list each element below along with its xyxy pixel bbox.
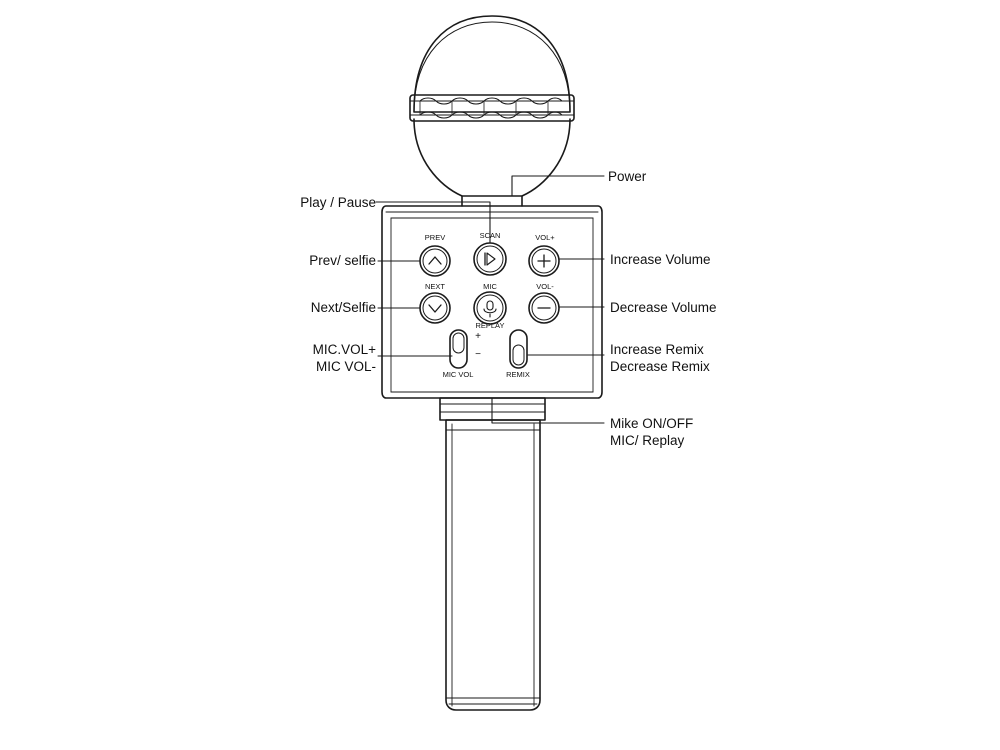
button-label-mic-vol: MIC VOL bbox=[442, 370, 474, 379]
button-mic-replay bbox=[474, 292, 506, 324]
callout-mic-replay: MIC/ Replay bbox=[610, 433, 685, 448]
callout-mic-vol-plus: MIC.VOL+ bbox=[312, 342, 376, 357]
slider-mic-vol bbox=[450, 330, 467, 368]
button-label-mic: MIC bbox=[483, 282, 497, 291]
button-prev-selfie bbox=[420, 246, 450, 276]
button-label-remix: REMIX bbox=[506, 370, 530, 379]
button-play-pause bbox=[474, 243, 506, 275]
mic-handle bbox=[446, 420, 540, 710]
callout-increase-remix: Increase Remix bbox=[610, 342, 704, 357]
leader-power bbox=[512, 176, 604, 196]
grille-band bbox=[410, 95, 574, 121]
callout-mic-vol-minus: MIC VOL- bbox=[315, 359, 376, 374]
callout-decrease-volume: Decrease Volume bbox=[610, 300, 717, 315]
callout-decrease-remix: Decrease Remix bbox=[610, 359, 710, 374]
button-volume-down bbox=[529, 293, 559, 323]
button-label-next: NEXT bbox=[424, 282, 445, 291]
mic-neck bbox=[414, 119, 570, 206]
callout-next-selfie: Next/Selfie bbox=[310, 300, 376, 315]
slider-minus-sign: − bbox=[475, 349, 481, 360]
button-label-vol-up: VOL+ bbox=[535, 233, 555, 242]
button-label-replay: REPLAY bbox=[475, 321, 505, 330]
callout-play-pause: Play / Pause bbox=[300, 195, 376, 210]
button-label-vol-down: VOL- bbox=[536, 282, 554, 291]
button-volume-up bbox=[529, 246, 559, 276]
button-label-scan: SCAN bbox=[479, 231, 501, 240]
callout-mike-on-off: Mike ON/OFF bbox=[610, 416, 694, 431]
callout-prev-selfie: Prev/ selfie bbox=[309, 253, 376, 268]
leader-lines bbox=[376, 176, 604, 423]
slider-remix bbox=[510, 330, 527, 368]
callout-increase-volume: Increase Volume bbox=[610, 252, 711, 267]
button-label-prev: PREV bbox=[424, 233, 446, 242]
slider-plus-sign: + bbox=[475, 331, 481, 342]
button-next-selfie bbox=[420, 293, 450, 323]
callout-power: Power bbox=[608, 169, 647, 184]
